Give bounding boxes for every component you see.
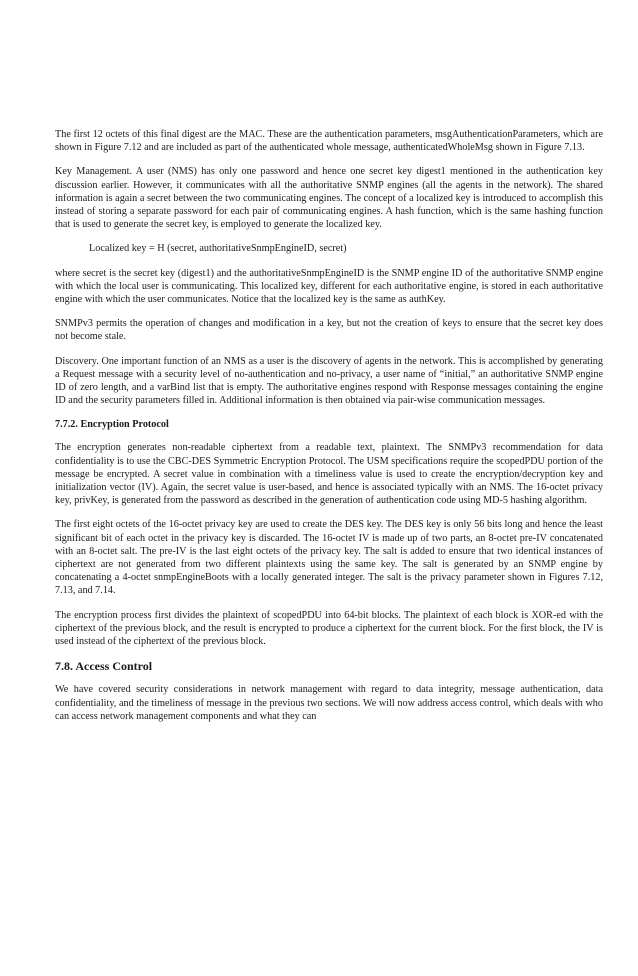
paragraph-localized-key: where secret is the secret key (digest1) and the authoritativeSnmpEngineID is the SNMP engine ID of the authoritative SNMP engine with which the local user is communicating. This localized key, different for each authoritative engine, is stored in each authoritative engine with which the user communicates. Notice that the localized key is the same as authKey. <box>55 267 603 306</box>
localized-key-formula: Localized key = H (secret, authoritativeSnmpEngineID, secret) <box>89 243 347 255</box>
paragraph-encryption-process: The encryption process first divides the plaintext of scopedPDU into 64-bit blocks. The plaintext of each block is XOR-ed with the ciphertext of the previous block, and the result is encrypted to produce a ciphertext for the current block. For the first block, the IV is used instead of the ciphertext of the previous block. <box>55 609 603 648</box>
paragraph-encryption: The encryption generates non-readable ciphertext from a readable text, plaintext. The SNMPv3 recommendation for data confidentiality is to use the CBC-DES Symmetric Encryption Protocol. The USM specifications require the scopedPDU portion of the message be encrypted. A secret value in combination with a timeliness value is used to create the encryption/decryption key and initialization vector (IV). Again, the secret value is user-based, and hence is associated typically with an NMS. The 16-octet privacy key, privKey, is generated from the password as described in the generation of authentication code using MD-5 hashing algorithm. <box>55 442 603 507</box>
document-page <box>55 128 603 734</box>
paragraph-key-management: Key Management. A user (NMS) has only one password and hence one secret key digest1 mentioned in the authentication key discussion earlier. However, it communicates with all the authoritative SNMP engines (all the agents in the network). The shared information is again a secret between the two communicating engines. The concept of a localized key is introduced to accomplish this instead of storing a separate password for each pair of communicating engines. A hash function, which is the same hashing function that is used to generate the secret key, is employed to generate the localized key. <box>55 166 603 231</box>
paragraph-access-control: We have covered security considerations in network management with regard to data integrity, message authentication, data confidentiality, and the timeliness of message in the previous two sections. We will now address access control, which deals with who can access network management components and what they can <box>55 684 603 722</box>
paragraph-des-key: The first eight octets of the 16-octet privacy key are used to create the DES key. The DES key is only 56 bits long and hence the least significant bit of each octet in the privacy key is discarded. The 16-octet IV is made up of two parts, an 8-octet pre-IV concatenated with an 8-octet salt. The pre-IV is the last eight octets of the privacy key. The salt is added to ensure that two identical instances of ciphertext are not generated from two different plaintexts using the same key. The salt is generated by an SNMP engine by concatenating a 4-octet snmpEngineBoots with a locally generated integer. The salt is the privacy parameter shown in Figures 7.12, 7.13, and 7.14. <box>55 519 603 597</box>
subsection-heading-encryption: 7.7.2. Encryption Protocol <box>55 419 169 431</box>
paragraph-mac: The first 12 octets of this final digest are the MAC. These are the authentication parameters, msgAuthenticationParameters, which are shown in Figure 7.12 and are included as part of the authenticated whole message, authenticatedWholeMsg shown in Figure 7.13. <box>55 129 603 154</box>
paragraph-key-change: SNMPv3 permits the operation of changes and modification in a key, but not the creation of keys to ensure that the secret key does not become stale. <box>55 318 603 343</box>
paragraph-discovery: Discovery. One important function of an NMS as a user is the discovery of agents in the network. This is accomplished by generating a Request message with a security level of no-authentication and no-privacy, a user name of “initial,” an authoritative SNMP engine ID of zero length, and a varBind list that is empty. The authoritative engines respond with Response messages containing the engine ID and the security parameters filled in. Additional information is then obtained via pair-wise communication messages. <box>55 355 603 407</box>
section-heading-access-control: 7.8. Access Control <box>55 659 153 674</box>
